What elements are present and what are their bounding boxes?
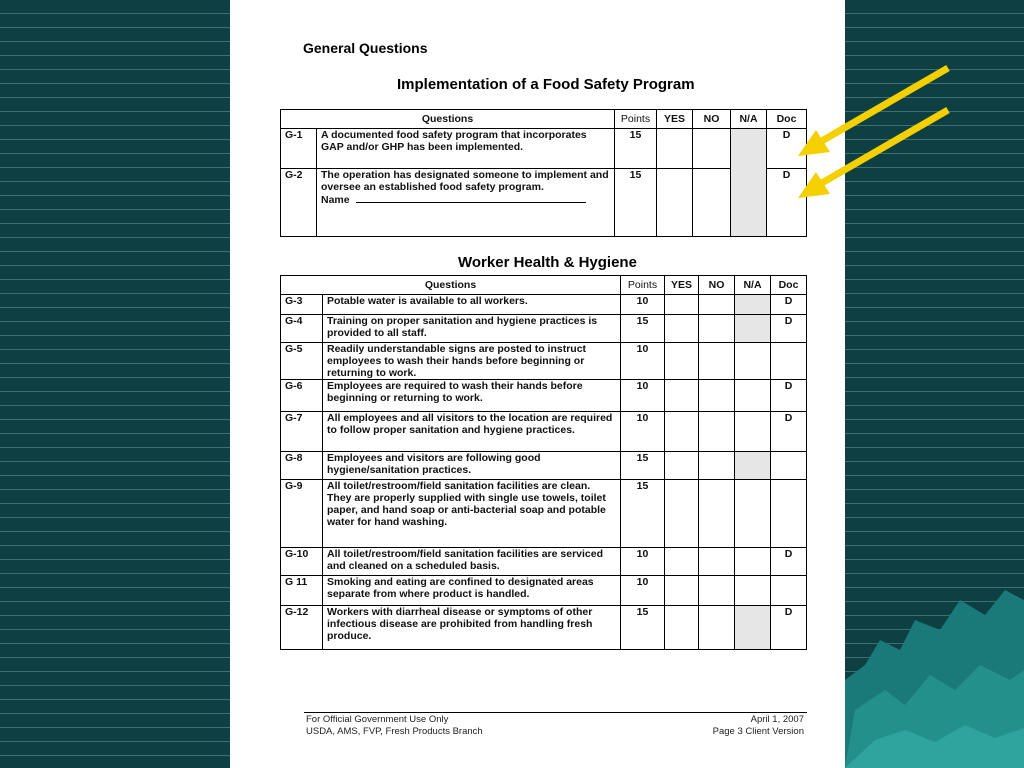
question-text: Training on proper sanitation and hygiene practices is provided to all staff. bbox=[323, 315, 621, 343]
question-text: The operation has designated someone to implement and oversee an established food safety program. bbox=[321, 169, 609, 193]
name-field[interactable] bbox=[321, 193, 610, 206]
arrow-icon bbox=[798, 68, 948, 156]
question-text: Employees are required to wash their hands before beginning or returning to work. bbox=[323, 380, 621, 412]
question-id: G-6 bbox=[281, 380, 323, 412]
no-cell[interactable] bbox=[699, 606, 735, 650]
doc-cell: D bbox=[771, 548, 807, 576]
question-points: 10 bbox=[621, 412, 665, 452]
question-id: G-9 bbox=[281, 480, 323, 548]
name-line bbox=[356, 193, 586, 203]
table-row bbox=[281, 606, 807, 650]
question-id: G-2 bbox=[281, 169, 317, 237]
yes-cell[interactable] bbox=[665, 606, 699, 650]
yes-cell[interactable] bbox=[665, 315, 699, 343]
yes-cell[interactable] bbox=[657, 129, 693, 169]
no-header: NO bbox=[699, 276, 735, 295]
question-text: All toilet/restroom/field sanitation facilities are serviced and cleaned on a scheduled basis. bbox=[323, 548, 621, 576]
question-points: 10 bbox=[621, 576, 665, 606]
question-points: 15 bbox=[621, 606, 665, 650]
doc-cell bbox=[771, 576, 807, 606]
doc-cell: D bbox=[771, 315, 807, 343]
table-row bbox=[281, 169, 807, 237]
doc-cell: D bbox=[767, 169, 807, 237]
name-label: Name bbox=[321, 194, 350, 206]
points-header: Points bbox=[615, 110, 657, 129]
question-points: 10 bbox=[621, 343, 665, 380]
doc-cell: D bbox=[771, 606, 807, 650]
table-header-row bbox=[281, 276, 807, 295]
question-id: G-4 bbox=[281, 315, 323, 343]
food-safety-table bbox=[280, 109, 807, 237]
table-row bbox=[281, 315, 807, 343]
doc-cell: D bbox=[767, 129, 807, 169]
doc-cell bbox=[771, 452, 807, 480]
no-cell[interactable] bbox=[699, 548, 735, 576]
table2-title: Worker Health & Hygiene bbox=[458, 254, 637, 271]
no-cell[interactable] bbox=[699, 295, 735, 315]
question-text: All employees and all visitors to the location are required to follow proper sanitation and hygiene practices. bbox=[323, 412, 621, 452]
yes-cell[interactable] bbox=[665, 343, 699, 380]
no-cell[interactable] bbox=[699, 480, 735, 548]
na-header: N/A bbox=[735, 276, 771, 295]
question-id: G-12 bbox=[281, 606, 323, 650]
table-row bbox=[281, 576, 807, 606]
no-cell[interactable] bbox=[699, 343, 735, 380]
no-cell[interactable] bbox=[693, 129, 731, 169]
na-cell[interactable] bbox=[735, 576, 771, 606]
no-header: NO bbox=[693, 110, 731, 129]
na-cell bbox=[735, 606, 771, 650]
yes-cell[interactable] bbox=[665, 412, 699, 452]
doc-cell bbox=[771, 343, 807, 380]
footer-left bbox=[306, 714, 483, 738]
mountain-decoration bbox=[845, 480, 1024, 768]
footer-right bbox=[712, 714, 804, 738]
question-id: G-10 bbox=[281, 548, 323, 576]
question-points: 10 bbox=[621, 548, 665, 576]
yes-cell[interactable] bbox=[665, 548, 699, 576]
question-text-cell bbox=[317, 169, 615, 237]
question-id: G 11 bbox=[281, 576, 323, 606]
na-cell[interactable] bbox=[735, 380, 771, 412]
footer-rule bbox=[304, 712, 807, 713]
footer-left-line2: USDA, AMS, FVP, Fresh Products Branch bbox=[306, 726, 483, 737]
question-points: 15 bbox=[615, 169, 657, 237]
na-cell bbox=[735, 452, 771, 480]
worker-hygiene-table bbox=[280, 275, 807, 650]
yes-cell[interactable] bbox=[665, 380, 699, 412]
question-id: G-3 bbox=[281, 295, 323, 315]
question-id: G-7 bbox=[281, 412, 323, 452]
yes-cell[interactable] bbox=[665, 576, 699, 606]
question-points: 15 bbox=[621, 480, 665, 548]
na-cell bbox=[731, 129, 767, 237]
no-cell[interactable] bbox=[699, 412, 735, 452]
no-cell[interactable] bbox=[699, 576, 735, 606]
no-cell[interactable] bbox=[693, 169, 731, 237]
yes-cell[interactable] bbox=[665, 480, 699, 548]
table-row bbox=[281, 129, 807, 169]
table-row bbox=[281, 480, 807, 548]
table1-title: Implementation of a Food Safety Program bbox=[397, 76, 695, 93]
table-row bbox=[281, 412, 807, 452]
no-cell[interactable] bbox=[699, 315, 735, 343]
doc-header: Doc bbox=[767, 110, 807, 129]
question-text: Potable water is available to all workers. bbox=[323, 295, 621, 315]
yes-cell[interactable] bbox=[657, 169, 693, 237]
question-points: 10 bbox=[621, 295, 665, 315]
document-page bbox=[230, 0, 845, 768]
footer-right-line2: Page 3 Client Version bbox=[712, 726, 804, 737]
table-row bbox=[281, 452, 807, 480]
doc-header: Doc bbox=[771, 276, 807, 295]
questions-header: Questions bbox=[281, 276, 621, 295]
arrow-icon bbox=[798, 110, 948, 198]
na-cell[interactable] bbox=[735, 412, 771, 452]
table-row bbox=[281, 295, 807, 315]
na-header: N/A bbox=[731, 110, 767, 129]
questions-header: Questions bbox=[281, 110, 615, 129]
yes-cell[interactable] bbox=[665, 452, 699, 480]
yes-cell[interactable] bbox=[665, 295, 699, 315]
doc-cell bbox=[771, 480, 807, 548]
table-row bbox=[281, 380, 807, 412]
footer-right-line1: April 1, 2007 bbox=[750, 714, 804, 725]
na-cell[interactable] bbox=[735, 480, 771, 548]
question-text: Readily understandable signs are posted to instruct employees to wash their hands before beginning or returning to work. bbox=[323, 343, 621, 380]
question-id: G-5 bbox=[281, 343, 323, 380]
arrows-layer bbox=[790, 60, 955, 210]
table-header-row bbox=[281, 110, 807, 129]
question-points: 15 bbox=[615, 129, 657, 169]
question-id: G-8 bbox=[281, 452, 323, 480]
question-text: Workers with diarrheal disease or symptoms of other infectious disease are prohibited from handling fresh produce. bbox=[323, 606, 621, 650]
question-text: Employees and visitors are following good hygiene/sanitation practices. bbox=[323, 452, 621, 480]
na-cell[interactable] bbox=[735, 548, 771, 576]
table-row bbox=[281, 343, 807, 380]
question-points: 15 bbox=[621, 452, 665, 480]
slide-background-left bbox=[0, 0, 230, 768]
na-cell bbox=[735, 315, 771, 343]
question-text: All toilet/restroom/field sanitation facilities are clean. They are properly supplied with single use towels, toilet paper, and hand soap or anti-bacterial soap and potable water for hand washing. bbox=[323, 480, 621, 548]
doc-cell: D bbox=[771, 380, 807, 412]
footer-left-line1: For Official Government Use Only bbox=[306, 714, 449, 725]
no-cell[interactable] bbox=[699, 452, 735, 480]
points-header: Points bbox=[621, 276, 665, 295]
question-points: 10 bbox=[621, 380, 665, 412]
no-cell[interactable] bbox=[699, 380, 735, 412]
question-text: Smoking and eating are confined to designated areas separate from where product is handled. bbox=[323, 576, 621, 606]
question-id: G-1 bbox=[281, 129, 317, 169]
yes-header: YES bbox=[665, 276, 699, 295]
yes-header: YES bbox=[657, 110, 693, 129]
na-cell bbox=[735, 295, 771, 315]
question-points: 15 bbox=[621, 315, 665, 343]
doc-cell: D bbox=[771, 412, 807, 452]
question-text: A documented food safety program that incorporates GAP and/or GHP has been implemented. bbox=[317, 129, 615, 169]
section-title: General Questions bbox=[303, 40, 428, 56]
doc-cell: D bbox=[771, 295, 807, 315]
na-cell[interactable] bbox=[735, 343, 771, 380]
table-row bbox=[281, 548, 807, 576]
